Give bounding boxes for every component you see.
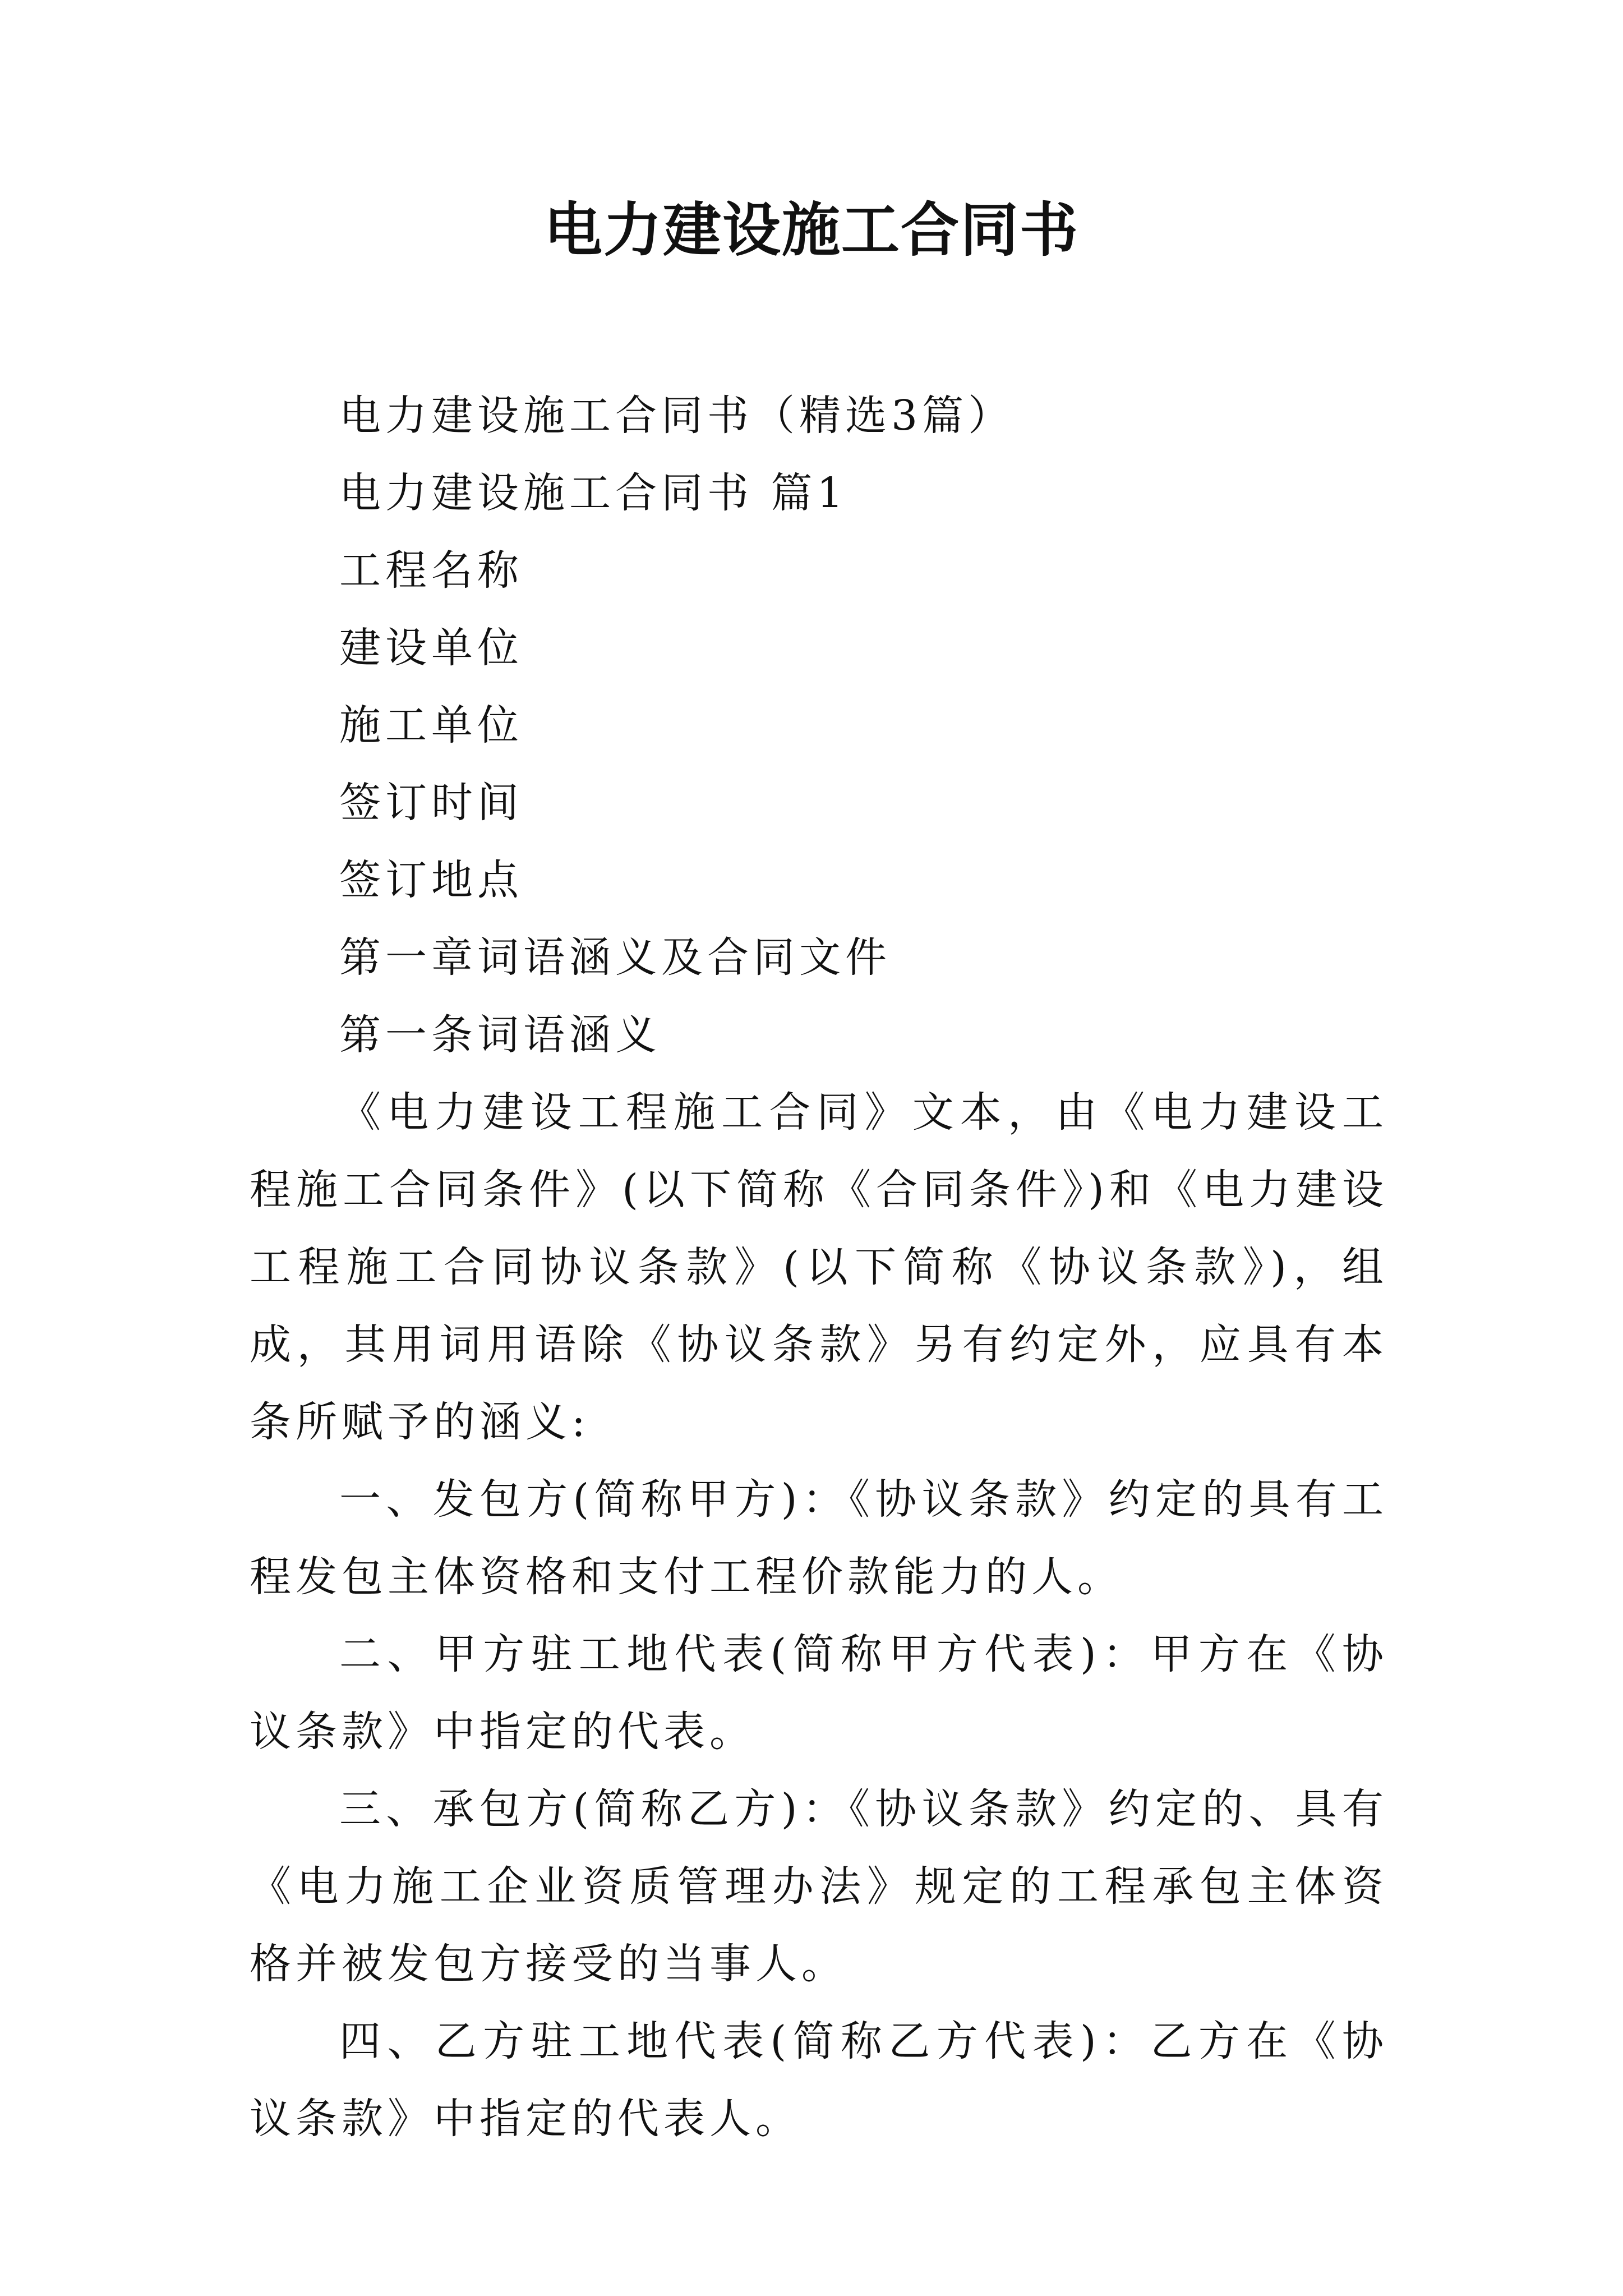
field-signing-place: 签订地点 xyxy=(339,856,523,904)
field-contractor-unit: 施工单位 xyxy=(339,701,523,749)
chapter-heading: 第一章词语涵义及合同文件 xyxy=(339,933,891,982)
document-title: 电力建设施工合同书 xyxy=(543,195,1079,264)
paragraph-intro: 《电力建设工程施工合同》文本，由《电力建设工程施工合同条件》(以下简称《合同条件》)和《电力建设工程施工合同协议条款》(以下简称《协议条款》)，组成，其用词用语除《协议条款》另有约定外，应具有本条所赋予的涵义: xyxy=(250,1088,1388,1446)
subtitle-line: 电力建设施工合同书（精选3篇） xyxy=(339,392,1015,440)
paragraph-item-1: 一、发包方(简称甲方)：《协议条款》约定的具有工程发包主体资格和支付工程价款能力的人。 xyxy=(250,1475,1388,1601)
article-heading: 第一条词语涵义 xyxy=(339,1011,661,1059)
section-heading: 电力建设施工合同书 篇1 xyxy=(339,469,848,517)
field-owner-unit: 建设单位 xyxy=(339,624,523,672)
field-project-name: 工程名称 xyxy=(339,546,523,595)
paragraph-item-3: 三、承包方(简称乙方)：《协议条款》约定的、具有《电力施工企业资质管理办法》规定的工程承包主体资格并被发包方接受的当事人。 xyxy=(250,1785,1388,1988)
field-signing-time: 签订时间 xyxy=(339,779,523,827)
document-body xyxy=(250,377,1388,2157)
paragraph-item-4: 四、乙方驻工地代表(简称乙方代表)：乙方在《协议条款》中指定的代表人。 xyxy=(250,2017,1388,2143)
paragraph-item-2: 二、甲方驻工地代表(简称甲方代表)：甲方在《协议条款》中指定的代表。 xyxy=(250,1630,1388,1756)
